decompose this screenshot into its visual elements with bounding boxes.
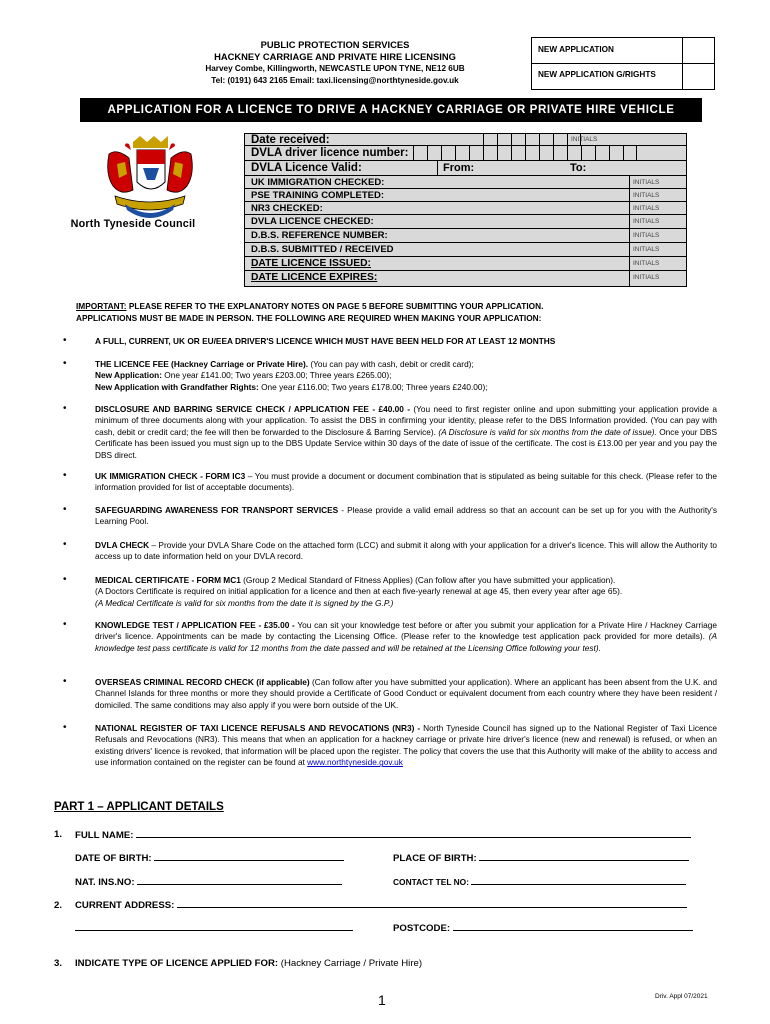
- postcode-input[interactable]: [453, 922, 693, 931]
- fee-new-text: One year £141.00; Two years £203.00; Three years £265.00);: [162, 370, 392, 381]
- checkbox-column-divider: [682, 38, 683, 89]
- grid-cell[interactable]: [497, 146, 511, 160]
- grid-cell[interactable]: [623, 146, 637, 160]
- address-input[interactable]: [177, 899, 687, 908]
- requirement-overseas-text: (Can follow after you have submitted your application). Where an applicant has been absent from the U.K. and Channel Islands for three months or more they should provide a Certificate of Good Conduct or equivalent document from each country where they have been resident / domiciled. The same conditions may also apply if you were born outside of the UK.: [95, 677, 717, 710]
- requirement-dbs-heading: DISCLOSURE AND BARRING SERVICE CHECK / APPLICATION FEE - £40.00 -: [95, 404, 410, 414]
- header-address: Harvey Combe, Killingworth, NEWCASTLE UPON TYNE, NE12 6UB: [205, 64, 465, 73]
- new-application-option[interactable]: NEW APPLICATION: [532, 38, 714, 64]
- dob-label: DATE OF BIRTH:: [75, 853, 152, 864]
- contact-tel-input[interactable]: [471, 876, 686, 885]
- dvla-valid-row: [245, 161, 686, 176]
- requirement-licence: A FULL, CURRENT, UK OR EU/EEA DRIVER'S LICENCE WHICH MUST HAVE BEEN HELD FOR AT LEAST 12 MONTHS: [95, 336, 556, 346]
- requirement-nr3-text: North Tyneside Council has signed up to the National Register of Taxi Licence Refusals and Revocations (NR3). This means that when an application for a hackney carriage or private hire driver's licence (new and renewal) is refused, or when an existing drivers' licence is revoked, that information will be placed upon the register. The policy that covers the use that this Authority will make of the ability to access and use information contained on the register can be found at: [95, 723, 717, 768]
- dob-field: [75, 852, 344, 864]
- full-name-field: [75, 829, 691, 841]
- pob-field: [393, 852, 689, 864]
- page-number: 1: [378, 992, 386, 1008]
- office-row[interactable]: [245, 215, 686, 229]
- dvla-number-label: DVLA driver licence number:: [251, 147, 409, 159]
- initials-label: INITIALS: [633, 246, 660, 253]
- grid-cell[interactable]: [427, 146, 441, 160]
- initials-label: INITIALS: [571, 136, 598, 143]
- council-website-link[interactable]: www.northtyneside.gov.uk: [307, 757, 403, 768]
- initials-label: INITIALS: [633, 179, 660, 186]
- full-name-input[interactable]: [136, 829, 691, 838]
- address-line2-field: [75, 922, 353, 934]
- full-name-label: FULL NAME:: [75, 830, 134, 841]
- important-subtext: APPLICATIONS MUST BE MADE IN PERSON. THE FOLLOWING ARE REQUIRED WHEN MAKING YOUR APPLICATION:: [76, 313, 542, 323]
- pse-training-label: PSE TRAINING COMPLETED:: [251, 190, 385, 201]
- requirement-safeguarding-text: - Please provide a valid email address so that an account can be set up for you with the Authority's Learning Pool.: [95, 505, 717, 527]
- header: [150, 39, 520, 87]
- bullet-icon: •: [63, 574, 67, 585]
- initials-label: INITIALS: [633, 205, 660, 212]
- initials-label: INITIALS: [633, 260, 660, 267]
- requirement-medical-heading: MEDICAL CERTIFICATE - FORM MC1: [95, 575, 241, 585]
- question-number: 2.: [54, 900, 63, 911]
- licence-type-label: INDICATE TYPE OF LICENCE APPLIED FOR: [75, 958, 275, 969]
- initials-label: INITIALS: [633, 218, 660, 225]
- office-row[interactable]: [245, 176, 686, 189]
- application-type-box: [531, 37, 715, 90]
- requirement-nr3-heading: NATIONAL REGISTER OF TAXI LICENCE REFUSALS AND REVOCATIONS (NR3) -: [95, 723, 421, 733]
- pob-label: PLACE OF BIRTH:: [393, 853, 477, 864]
- grid-cell[interactable]: [483, 146, 497, 160]
- immigration-checked-label: UK IMMIGRATION CHECKED:: [251, 177, 385, 188]
- contact-tel-label: CONTACT TEL NO:: [393, 877, 469, 887]
- dbs-reference-label: D.B.S. REFERENCE NUMBER:: [251, 230, 388, 241]
- important-notice: [76, 300, 706, 324]
- header-dept: PUBLIC PROTECTION SERVICES: [260, 39, 410, 50]
- bullet-icon: •: [63, 619, 67, 630]
- initials-column-divider: [629, 176, 630, 286]
- bullet-icon: •: [63, 722, 67, 733]
- date-issued-label: DATE LICENCE ISSUED:: [251, 258, 371, 269]
- requirement-fee-heading: THE LICENCE FEE (Hackney Carriage or Private Hire).: [95, 359, 309, 369]
- grid-cell[interactable]: [567, 146, 581, 160]
- question-number: 1.: [54, 829, 63, 840]
- grid-cell[interactable]: [581, 146, 595, 160]
- office-row[interactable]: [245, 243, 686, 257]
- nat-ins-label: NAT. INS.NO:: [75, 877, 135, 888]
- question-number: 3.: [54, 958, 63, 969]
- grid-cell[interactable]: [539, 146, 553, 160]
- initials-label: INITIALS: [633, 192, 660, 199]
- column-divider: [437, 161, 438, 175]
- office-row[interactable]: [245, 229, 686, 243]
- requirement-medical-note: (A Medical Certificate is valid for six months from the date it is signed by the G.P.): [95, 597, 394, 608]
- requirement-fee-text: (You can pay with cash, debit or credit card);: [308, 359, 474, 369]
- dvla-checked-label: DVLA LICENCE CHECKED:: [251, 216, 374, 227]
- grid-cell[interactable]: [525, 134, 539, 145]
- grid-cell[interactable]: [539, 134, 553, 145]
- requirement-knowledge-note: (A knowledge test pass certificate is valid for 12 months from the date passed and will be retained at the Licensing Office following your test).: [95, 631, 717, 653]
- grid-cell[interactable]: [609, 146, 623, 160]
- council-name: North Tyneside Council: [70, 218, 196, 230]
- important-text: PLEASE REFER TO THE EXPLANATORY NOTES ON PAGE 5 BEFORE SUBMITTING YOUR APPLICATION.: [126, 301, 544, 311]
- dvla-number-row: [245, 146, 686, 161]
- dvla-valid-label: DVLA Licence Valid:: [251, 162, 362, 174]
- office-row[interactable]: [245, 189, 686, 202]
- requirement-medical-text: (Group 2 Medical Standard of Fitness Applies) (Can follow after you have submitted your application).: [240, 575, 616, 585]
- grid-cell[interactable]: [497, 134, 511, 145]
- bullet-icon: •: [63, 676, 67, 687]
- grid-cell[interactable]: [483, 134, 497, 145]
- office-row[interactable]: [245, 271, 686, 285]
- fee-grights-label: New Application with Grandfather Rights:: [95, 381, 259, 392]
- grid-cell[interactable]: [455, 146, 469, 160]
- office-row[interactable]: [245, 202, 686, 215]
- important-label: IMPORTANT:: [76, 301, 127, 311]
- grid-cell[interactable]: [469, 146, 483, 160]
- bullet-icon: •: [63, 504, 67, 515]
- date-received-label: Date received:: [251, 134, 330, 146]
- form-title: APPLICATION FOR A LICENCE TO DRIVE A HACKNEY CARRIAGE OR PRIVATE HIRE VEHICLE: [80, 98, 702, 122]
- fee-new-label: New Application:: [95, 370, 162, 381]
- requirement-dvla-text: – Provide your DVLA Share Code on the attached form (LCC) and submit it along with your application for a driver's licence. This will allow the Authority to access up to date information held on your DVLA record.: [95, 540, 717, 562]
- requirement-dbs-note: (A Disclosure is valid for six months from the date of issue).: [438, 426, 657, 437]
- form-version: Driv. Appl 07/2021: [655, 993, 708, 1000]
- initials-label: INITIALS: [633, 232, 660, 239]
- fee-grights-text: One year £116.00; Two years £178.00; Three years £240.00);: [258, 381, 488, 392]
- bullet-icon: •: [63, 403, 67, 414]
- bullet-icon: •: [63, 539, 67, 550]
- dbs-submitted-label: D.B.S. SUBMITTED / RECEIVED: [251, 244, 394, 255]
- bullet-icon: •: [63, 335, 67, 346]
- pob-input[interactable]: [479, 852, 689, 861]
- requirement-overseas-heading: OVERSEAS CRIMINAL RECORD CHECK (if applicable): [95, 677, 310, 687]
- grid-cell[interactable]: [553, 146, 567, 160]
- address-field: [75, 899, 687, 911]
- postcode-label: POSTCODE:: [393, 923, 451, 934]
- requirement-dbs-text: (You need to first register online and upon submitting your application provide a minimum of three documents along with your application. To assist the DBS in confirming your identity, please refer to the DBS Information provided. (You can pay with cash, debit or credit card; the fee will then be forwarded to the Disclosure & Barring Service).: [95, 404, 717, 437]
- requirement-immigration-text: – You must provide a document or document combination that is stipulated as being suitable for this check. (Please refer to the information provided for list of acceptable documents).: [95, 471, 718, 493]
- part1-heading: PART 1 – APPLICANT DETAILS: [54, 801, 224, 813]
- grid-cell[interactable]: [413, 146, 427, 160]
- grid-cell[interactable]: [511, 134, 525, 145]
- requirement-knowledge-text: You can sit your knowledge test before or after you submit your application for a Private Hire / Hackney Carriage driver's licence. Appointments can be made by contacting the Licensing Office. (Please refer to the knowledge test application pack provided for more details).: [95, 620, 717, 642]
- bullet-icon: •: [63, 358, 67, 369]
- requirement-knowledge-heading: KNOWLEDGE TEST / APPLICATION FEE - £35.00 -: [95, 620, 295, 630]
- requirement-dvla-heading: DVLA CHECK: [95, 540, 150, 550]
- requirement-medical-text2: (A Doctors Certificate is required on initial application for a licence and then at each five-yearly renewal at age 45, then every year after age 65).: [95, 586, 623, 597]
- grid-cell[interactable]: [595, 146, 609, 160]
- grid-cell[interactable]: [511, 146, 525, 160]
- initials-label: INITIALS: [633, 274, 660, 281]
- licence-type-field: INDICATE TYPE OF LICENCE APPLIED FOR: (Hackney Carriage / Private Hire): [75, 958, 423, 969]
- nat-ins-input[interactable]: [137, 876, 342, 885]
- requirement-immigration-heading: UK IMMIGRATION CHECK - FORM IC3: [95, 471, 246, 481]
- to-label: To:: [570, 162, 587, 174]
- postcode-field: [393, 922, 693, 934]
- bullet-icon: •: [63, 470, 67, 481]
- date-received-row: [245, 134, 686, 146]
- from-label: From:: [443, 162, 475, 174]
- address-line2-input[interactable]: [75, 922, 353, 931]
- nat-ins-field: [75, 876, 342, 888]
- office-use-panel: [244, 133, 687, 287]
- grid-cell[interactable]: [441, 146, 455, 160]
- requirement-dbs-text2: Once your DBS Certificate has been issued you must sign up to the DBS Update Service within 30 days of the date of issue of the certificate. The cost is £13.00 per year and you pay the DBS direct.: [95, 426, 717, 460]
- nr3-checked-label: NR3 CHECKED:: [251, 203, 323, 214]
- contact-tel-field: [393, 876, 686, 887]
- date-expires-label: DATE LICENCE EXPIRES:: [251, 272, 378, 283]
- grid-cell[interactable]: [525, 146, 539, 160]
- council-crest-icon: [95, 134, 205, 226]
- header-contact: Tel: (0191) 643 2165 Email: taxi.licensing@northtyneside.gov.uk: [211, 76, 459, 85]
- requirement-safeguarding-heading: SAFEGUARDING AWARENESS FOR TRANSPORT SERVICES: [95, 505, 339, 515]
- header-section: HACKNEY CARRIAGE AND PRIVATE HIRE LICENSING: [214, 51, 456, 62]
- new-application-grights-option[interactable]: NEW APPLICATION G/RIGHTS: [538, 70, 656, 79]
- address-label: CURRENT ADDRESS:: [75, 900, 175, 911]
- grid-cell[interactable]: [553, 134, 567, 145]
- office-row[interactable]: [245, 257, 686, 271]
- licence-type-options[interactable]: (Hackney Carriage / Private Hire): [278, 958, 423, 969]
- dob-input[interactable]: [154, 852, 344, 861]
